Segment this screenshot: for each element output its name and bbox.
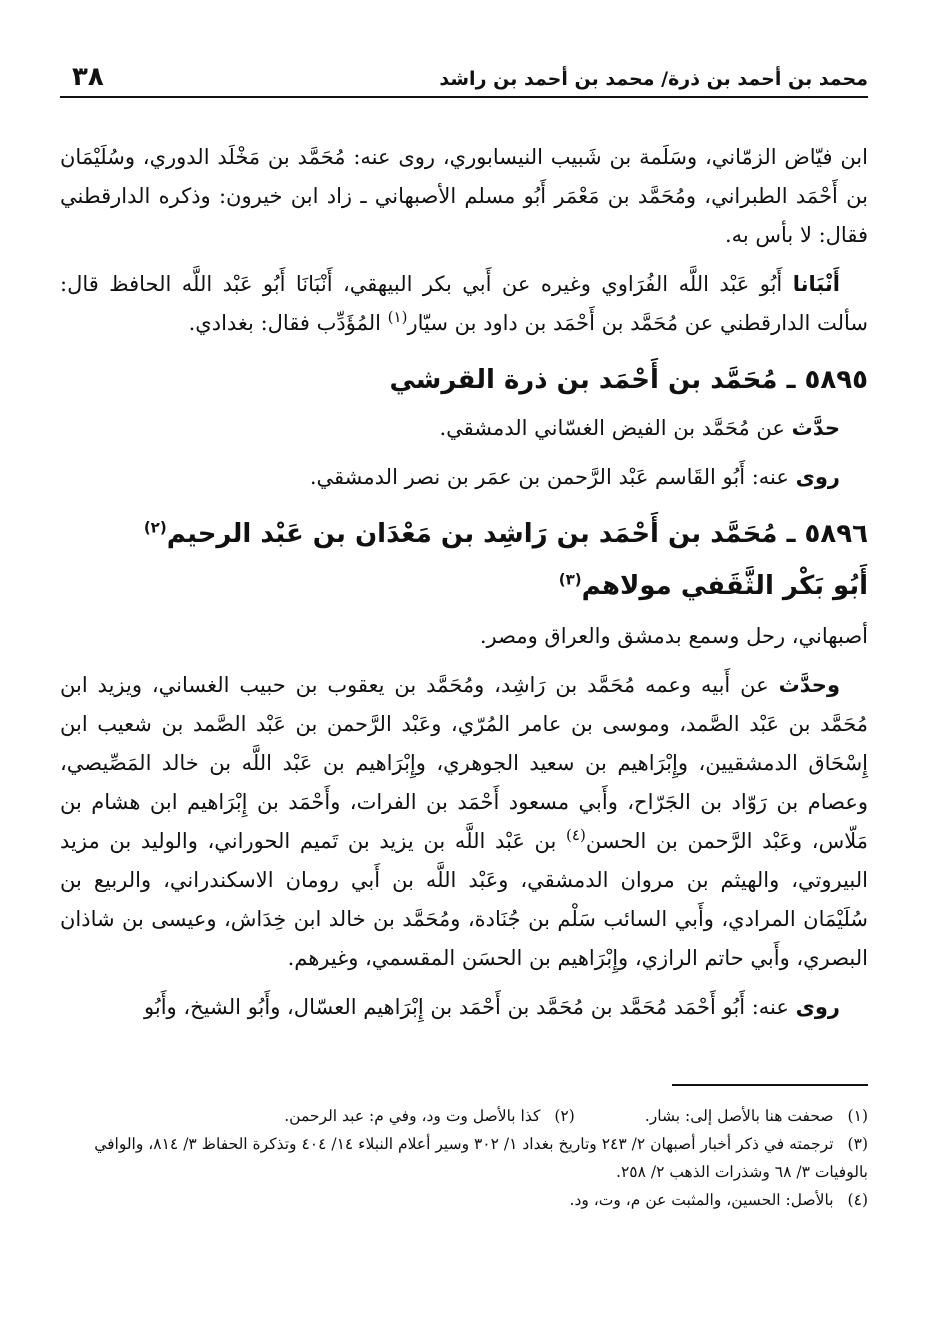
paragraph-text: عنه: أَبُو أَحْمَد مُحَمَّد بن مُحَمَّد بن أَحْمَد بن إِبْرَاهيم العسّال، وأَبُو الشيخ، وأَبُو [144, 995, 796, 1019]
footnote-number: (٢) [554, 1107, 575, 1125]
lead-word: روى [795, 465, 840, 489]
lead-word: روى [795, 995, 840, 1019]
lead-word: حدَّث [791, 416, 840, 440]
running-title: محمد بن أحمد بن ذرة/ محمد بن أحمد بن راشد [439, 68, 868, 90]
paragraph-text: أَبُو عَبْد اللَّه الفُرَاوي وغيره عن أَبي بكر البيهقي، أَنْبَانَا أَبُو عَبْد اللَّه الحافظ قال: سألت الدارقطني عن مُحَمَّد بن أَحْمَد بن داود بن سيّار [60, 272, 868, 335]
footnote-4 [60, 1186, 868, 1214]
paragraph-rawa-5896 [60, 988, 868, 1027]
entry-title-5895: ٥٨٩٥ ـ مُحَمَّد بن أَحْمَد بن ذرة القرشي [389, 365, 868, 395]
paragraph-text: ابن فيّاض الزمّاني، وسَلَمة بن شَبيب النيسابوري، روى عنه: مُحَمَّد بن مَخْلَد الدوري، وسُلَيْمَان بن أَحْمَد الطبراني، ومُحَمَّد بن مَعْمَر أَبُو مسلم الأصبهاني ـ زاد ابن خيرون: وذكره الدارقطني فقال: لا بأس به. [60, 145, 868, 247]
entry-title-5896 [60, 511, 868, 557]
entry-title-text: ٥٨٩٦ ـ مُحَمَّد بن أَحْمَد بن رَاشِد بن مَعْدَان بن عَبْد الرحيم [166, 519, 868, 549]
footnote-number: (٣) [847, 1135, 868, 1153]
footnote-ref-4[interactable]: (٤) [566, 826, 586, 844]
footnote-ref-2[interactable]: (٢) [143, 518, 167, 537]
paragraph-continuation [60, 138, 868, 255]
footnote-text: بالأصل: الحسين، والمثبت عن م، وت، ود. [569, 1191, 834, 1209]
paragraph-intro [60, 617, 868, 656]
footnote-2 [284, 1102, 575, 1130]
footnote-text: ترجمته في ذكر أخبار أصبهان ٢/ ٢٤٣ وتاريخ بغداد ١/ ٣٠٢ وسير أعلام النبلاء ١٤/ ٤٠٤ وتذكرة الحفاظ ٣/ ٨١٤، والوافي بالوفيات ٣/ ٦٨ وشذرات الذهب ٢/ ٢٥٨. [94, 1135, 868, 1181]
paragraph-rawa [60, 458, 868, 497]
footnote-text: كذا بالأصل وت ود، وفي م: عبد الرحمن. [284, 1107, 541, 1125]
paragraph-text: بن عَبْد اللَّه بن يزيد بن تَميم الحوراني، والوليد بن مزيد البيروتي، والهيثم بن مروان الدمشقي، وعَبْد اللَّه بن أَبي رومان الاسكندراني، والربيع بن سُلَيْمَان المرادي، وأَبي السائب سَلْم بن جُنَادة، ومُحَمَّد بن خالد ابن خِدَاش، وعيسى بن شاذان البصري، وأَبي حاتم الرازي، وإِبْرَاهيم بن الحسَن المقسمي، وغيرهم. [60, 829, 868, 970]
paragraph-haddatha [60, 409, 868, 448]
footnote-number: (١) [847, 1107, 868, 1125]
entry-subtitle-text: أَبُو بَكْر الثَّقَفي مولاهم [581, 571, 868, 601]
entry-subtitle-5896 [60, 563, 868, 609]
running-head [60, 56, 868, 98]
footnote-1 [645, 1102, 868, 1130]
footnote-text: صحفت هنا بالأصل إلى: بشار. [644, 1107, 834, 1125]
lead-word: أَنْبَانا [792, 272, 840, 296]
footnote-ref-1[interactable]: (١) [387, 308, 408, 326]
page-number: ٣٨ [72, 62, 104, 92]
paragraph-anbana [60, 265, 868, 343]
lead-word: وحدَّث [778, 673, 840, 697]
footnotes [60, 1102, 868, 1214]
paragraph-text: عن أَبيه وعمه مُحَمَّد بن رَاشِد، ومُحَمَّد بن يعقوب بن حبيب الغساني، ويزيد ابن مُحَمَّد بن عَبْد الصَّمد، وموسى بن عامر المُرّي، وعَبْد الرَّحمن بن عَبْد الصَّمد بن شعيب ابن إِسْحَاق الدمشقيين، وإِبْرَاهيم بن سعيد الجوهري، وإِبْرَاهيم بن عَبْد اللَّه بن خالد المَصِّيصي، وعصام بن رَوّاد بن الجَرّاح، وأَبي مسعود أَحْمَد بن الفرات، وأَحْمَد بن إِبْرَاهيم ابن هشام بن مَلّاس، وعَبْد الرَّحمن بن الحسن [60, 673, 868, 853]
paragraph-text: عن مُحَمَّد بن الفيض الغسّاني الدمشقي. [439, 416, 792, 440]
main-text [60, 138, 868, 1027]
footnote-number: (٤) [847, 1191, 868, 1209]
footnote-3 [60, 1130, 868, 1186]
footnote-row [60, 1102, 868, 1130]
paragraph-text: أصبهاني، رحل وسمع بدمشق والعراق ومصر. [479, 624, 868, 648]
footnote-divider [672, 1084, 868, 1086]
paragraph-text: المُؤَدِّب فقال: بغدادي. [188, 311, 388, 335]
book-page [60, 56, 868, 1316]
footnote-ref-3[interactable]: (٣) [558, 570, 582, 589]
paragraph-text: عنه: أَبُو القَاسم عَبْد الرَّحمن بن عمَر بن نصر الدمشقي. [309, 465, 796, 489]
paragraph-wa-haddatha [60, 666, 868, 978]
